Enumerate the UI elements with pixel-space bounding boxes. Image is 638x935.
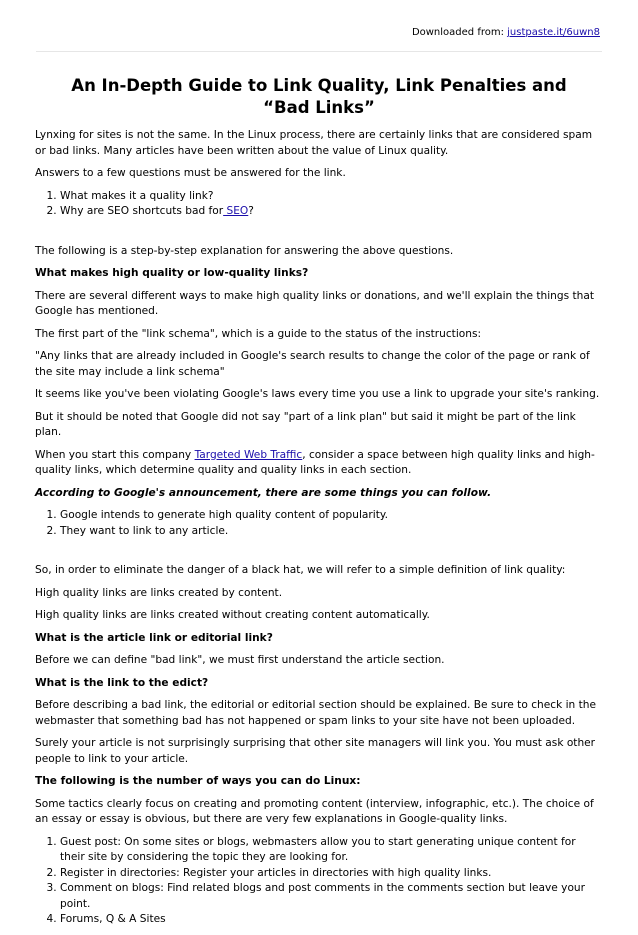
article-body — [35, 75, 603, 935]
questions-list — [35, 189, 603, 220]
article-title: An In-Depth Guide to Link Quality, Link Penalties and “Bad Links” — [71, 76, 567, 117]
list-item: 3. Comment on blogs: Find related blogs and post comments in the comments section but leave your point. — [60, 881, 603, 912]
quote-paragraph: "Any links that are already included in Google's search results to change the color of the page or rank of the site may include a link schema" — [35, 350, 590, 378]
list-item: 4. Forums, Q & A Sites — [60, 912, 603, 928]
list-item: 1. What makes it a quality link? — [60, 189, 603, 205]
download-source-label: Downloaded from: — [411, 27, 508, 38]
announcement-list — [35, 508, 603, 539]
header-divider — [36, 51, 602, 52]
heading-announcement: According to Google's announcement, there are some things you can follow. — [35, 486, 492, 499]
high-quality-paragraph-1: High quality links are links created by content. — [35, 586, 283, 599]
seo-link[interactable]: SEO — [223, 205, 249, 217]
list-item: 2. Why are SEO shortcuts bad for SEO? — [60, 204, 603, 220]
define-paragraph: Before we can define "bad link", we must first understand the article section. — [35, 654, 445, 666]
answers-intro-paragraph: Answers to a few questions must be answered for the link. — [35, 167, 346, 179]
download-source-header — [412, 27, 600, 39]
schema-paragraph: The first part of the "link schema", which is a guide to the status of the instructions: — [35, 327, 482, 340]
black-hat-paragraph: So, in order to eliminate the danger of a black hat, we will refer to a simple definition of link quality: — [35, 564, 566, 576]
list-item: 1. Google intends to generate high quality content of popularity. — [60, 508, 603, 524]
spacer — [35, 546, 603, 563]
ways-list — [35, 835, 603, 928]
heading-ways: The following is the number of ways you can do Linux: — [35, 775, 361, 787]
high-quality-paragraph-2: High quality links are links created without creating content automatically. — [35, 609, 430, 621]
step-intro-paragraph: The following is a step-by-step explanation for answering the above questions. — [35, 244, 454, 257]
list-item: 2. Register in directories: Register your articles in directories with high quality links. — [60, 866, 603, 882]
violating-paragraph: It seems like you've been violating Google's laws every time you use a link to upgrade your site's ranking. — [35, 388, 600, 400]
intro-paragraph: Lynxing for sites is not the same. In the Linux process, there are certainly links that are considered spam or bad links. Many articles have been written about the value of Linux quality. — [35, 129, 593, 157]
describing-paragraph: Before describing a bad link, the editorial or editorial section should be explained. Be sure to check in the webmaster that something bad has not happened or spam links to your site have not been uploaded. — [35, 699, 596, 727]
noted-paragraph: But it should be noted that Google did not say "part of a link plan" but said it might be part of the link plan. — [35, 410, 576, 438]
spacer — [35, 227, 603, 244]
targeted-web-traffic-link[interactable]: Targeted Web Traffic — [194, 448, 303, 461]
heading-quality-links: What makes high quality or low-quality links? — [35, 267, 309, 279]
heading-editorial-link: What is the article link or editorial link? — [35, 631, 273, 644]
company-paragraph: When you start this company Targeted Web Traffic, consider a space between high quality links and high-quality links, which determine quality and quality links in each section. — [35, 448, 595, 476]
tactics-paragraph: Some tactics clearly focus on creating and promoting content (interview, infographic, etc.). The choice of an essay or essay is obvious, but there are very few explanations in Google-quality links. — [35, 797, 594, 825]
download-source-link[interactable]: justpaste.it/6uwn8 — [507, 27, 600, 38]
surely-paragraph: Surely your article is not surprisingly surprising that other site managers will link you. You must ask other people to link to your article. — [35, 737, 596, 765]
ways-paragraph: There are several different ways to make high quality links or donations, and we'll explain the things that Google has mentioned. — [35, 289, 595, 317]
list-item: 2. They want to link to any article. — [60, 524, 603, 540]
list-item: 1. Guest post: On some sites or blogs, webmasters allow you to start generating unique content for their site by considering the topic they are looking for. — [60, 835, 603, 866]
heading-edict: What is the link to the edict? — [35, 676, 209, 689]
